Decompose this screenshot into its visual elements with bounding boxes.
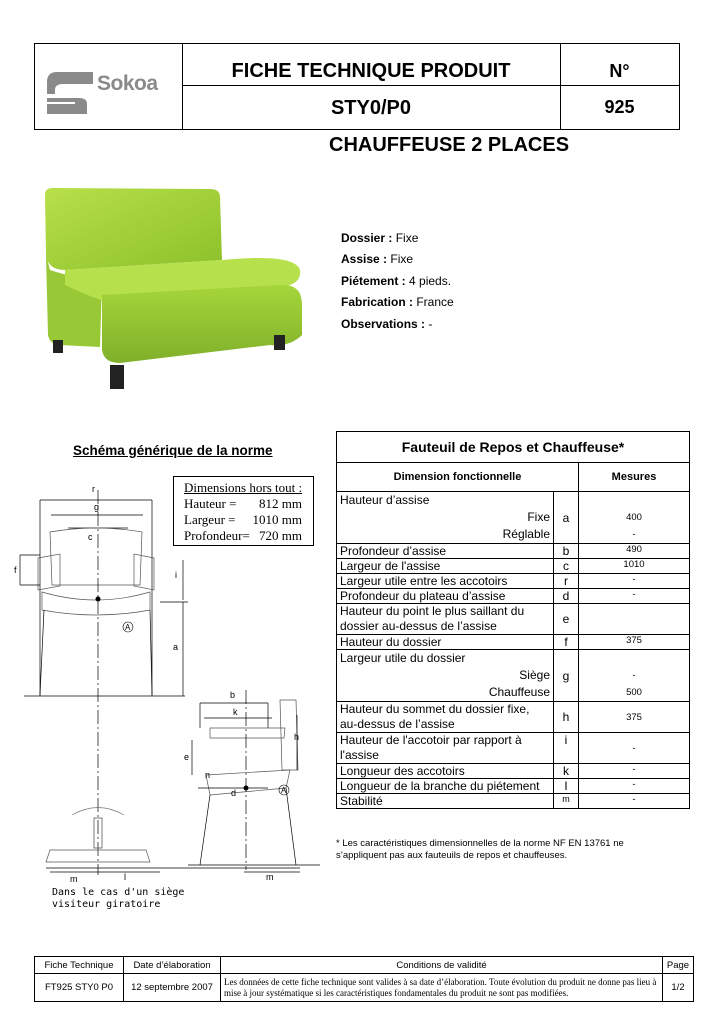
number-value: 925: [604, 97, 635, 117]
ref-code: STY0/P0: [330, 97, 412, 119]
table-row: Hauteur d’assise Fixe Réglable a 400 -: [337, 492, 690, 544]
table-row: Hauteur de l'accotoir par rapport à l'assise i -: [337, 733, 690, 764]
logo-cell: [35, 44, 183, 129]
dim-letter-h: h: [294, 732, 300, 742]
number-cell: [560, 44, 679, 129]
dim-letter-A-side: A: [281, 786, 287, 795]
header-divider: [182, 85, 679, 86]
dim-letter-k: k: [233, 707, 238, 717]
footer-page: 1/2: [663, 974, 694, 1002]
spec-fabrication: Fabrication : France: [341, 295, 454, 309]
dimensions-table: [336, 431, 690, 809]
schema-title: Schéma générique de la norme: [73, 443, 273, 458]
dim-letter-m: m: [70, 874, 78, 884]
dim-letter-e: e: [184, 752, 190, 762]
footer-table: [34, 956, 694, 1002]
table-row: Largeur de l'assise c 1010: [337, 559, 690, 574]
footer-header-conditions: Conditions de validité: [221, 957, 663, 974]
dim-letter-g: g: [94, 502, 100, 512]
dim-row: Profondeur= 720 mm: [184, 528, 302, 543]
col-header-dimension: Dimension fonctionnelle: [337, 463, 579, 492]
doc-title: FICHE TECHNIQUE PRODUIT: [231, 60, 511, 82]
footer-date: 12 septembre 2007: [124, 974, 221, 1002]
footer-conditions: Les données de cette fiche technique sont valides à sa date d’élaboration. Toute évolution du produit ne donne pas lieu à mise à jour systématique si les caractéristiques fondamentales du produit ne sont pas modifiées.: [221, 974, 663, 1002]
spec-dossier: Dossier : Fixe: [341, 231, 419, 245]
sofa-image: [40, 185, 305, 395]
swivel-note: Dans le cas d'un siège visiteur giratoire: [52, 887, 185, 910]
table-row: Longueur des accotoirs k -: [337, 764, 690, 779]
spec-pietement: Piétement : 4 pieds.: [341, 274, 452, 288]
dim-letter-m-side: m: [266, 872, 274, 882]
dim-letter-r: r: [92, 484, 95, 494]
table-row: Hauteur du point le plus saillant du dossier au-dessus de l’assise e: [337, 604, 690, 635]
sofa-leg: [274, 335, 285, 350]
dim-letter-b: b: [230, 690, 236, 700]
table-row: Hauteur du sommet du dossier fixe, au-dessus de l’assise h 375: [337, 702, 690, 733]
dim-letter-A: A: [125, 623, 131, 632]
title-cell: [182, 44, 561, 129]
reference-point: [244, 786, 249, 791]
dim-letter-l: l: [124, 872, 126, 882]
dim-letter-n: n: [205, 770, 211, 780]
footer-header-page: Page: [663, 957, 694, 974]
footer-sheet-ref: FT925 STY0 P0: [35, 974, 124, 1002]
logo-text: Sokoa: [97, 72, 158, 95]
number-label: N°: [609, 61, 630, 81]
dim-row: Largeur = 1010 mm: [184, 512, 302, 527]
table-row: Profondeur d’assise b 490: [337, 544, 690, 559]
spec-observations: Observations : -: [341, 317, 433, 331]
footer-header-date: Date d’élaboration: [124, 957, 221, 974]
header-box: [34, 43, 680, 130]
dim-letter-c: c: [88, 532, 93, 542]
dim-letter-a: a: [173, 642, 179, 652]
table-row: Hauteur du dossier f 375: [337, 635, 690, 650]
table-row: Profondeur du plateau d’assise d -: [337, 589, 690, 604]
dim-row: Hauteur = 812 mm: [184, 496, 302, 511]
table-row: Largeur utile du dossier Siège Chauffeuse g - 500: [337, 650, 690, 702]
footer-header-sheet: Fiche Technique: [35, 957, 124, 974]
dim-letter-i: i: [175, 570, 177, 580]
dims-heading: Dimensions hors tout :: [184, 480, 303, 495]
norm-schema-diagram: [0, 470, 335, 890]
dim-letter-d: d: [231, 788, 237, 798]
table-row: Longueur de la branche du piétement l -: [337, 779, 690, 794]
product-title: CHAUFFEUSE 2 PLACES: [329, 134, 570, 156]
sofa-leg: [53, 340, 63, 353]
reference-point: [96, 597, 101, 602]
table-row: Stabilité m -: [337, 794, 690, 809]
spec-assise: Assise : Fixe: [341, 252, 414, 266]
sokoa-logo-icon: [45, 68, 97, 118]
table-title: Fauteuil de Repos et Chauffeuse*: [337, 432, 690, 463]
sofa-leg: [110, 365, 124, 389]
table-row: Largeur utile entre les accotoirs r -: [337, 574, 690, 589]
table-footnote: * Les caractéristiques dimensionnelles de la norme NF EN 13761 ne s’appliquent pas aux fauteuils de repos et chauffeuses.: [336, 838, 624, 861]
col-header-measures: Mesures: [579, 463, 690, 492]
dim-letter-f: f: [14, 565, 17, 575]
